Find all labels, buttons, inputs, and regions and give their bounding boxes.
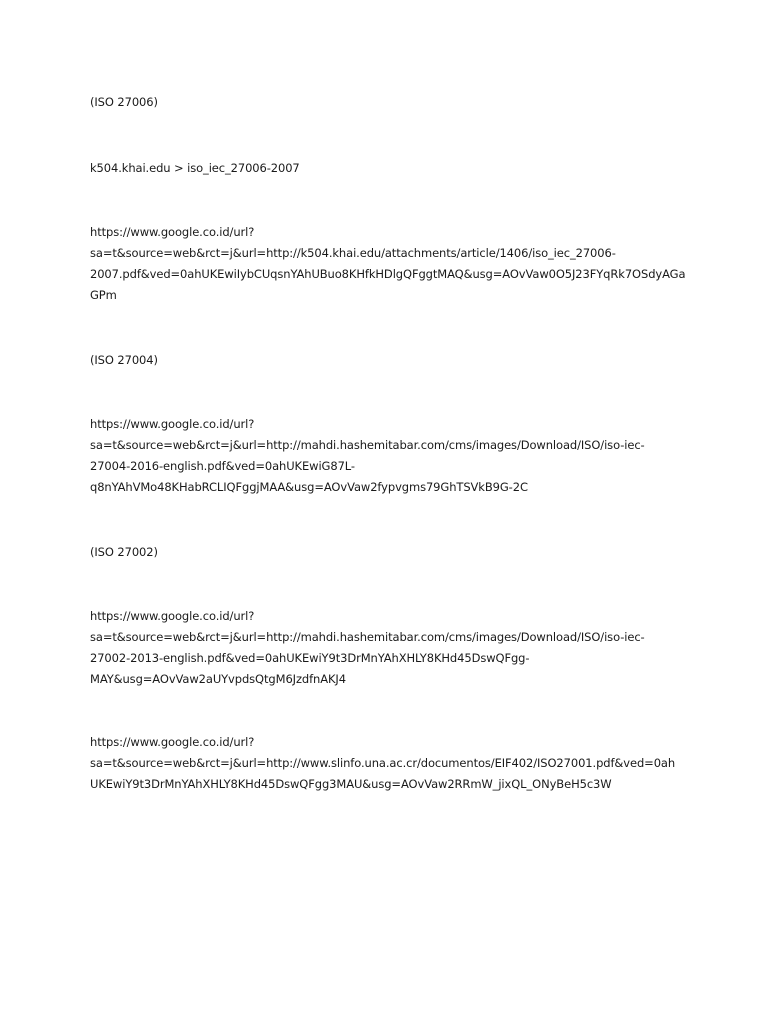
link-27004-line-3: 27004-2016-english.pdf&ved=0ahUKEwiG87L- [90, 459, 355, 473]
source-line-iso-27006: k504.khai.edu > iso_iec_27006-2007 [90, 161, 300, 175]
heading-iso-27002: (ISO 27002) [90, 545, 158, 559]
link-27004-line-4: q8nYAhVMo48KHabRCLIQFggjMAA&usg=AOvVaw2fypvgms79GhTSVkB9G-2C [90, 480, 528, 494]
heading-iso-27006: (ISO 27006) [90, 95, 158, 109]
link-27006-line-3: 2007.pdf&ved=0ahUKEwiIybCUqsnYAhUBuo8KHfkHDlgQFggtMAQ&usg=AOvVaw0O5J23FYqRk7OSdyAGa [90, 267, 686, 281]
link-27004-line-2: sa=t&source=web&rct=j&url=http://mahdi.hashemitabar.com/cms/images/Download/ISO/iso-iec- [90, 438, 645, 452]
link-27001-line-1: https://www.google.co.id/url? [90, 735, 255, 749]
link-27002-line-2: sa=t&source=web&rct=j&url=http://mahdi.hashemitabar.com/cms/images/Download/ISO/iso-iec- [90, 630, 645, 644]
link-27004-line-1: https://www.google.co.id/url? [90, 417, 255, 431]
link-27002-line-3: 27002-2013-english.pdf&ved=0ahUKEwiY9t3DrMnYAhXHLY8KHd45DswQFgg- [90, 651, 530, 665]
link-27002-line-4: MAY&usg=AOvVaw2aUYvpdsQtgM6JzdfnAKJ4 [90, 672, 346, 686]
heading-iso-27004: (ISO 27004) [90, 353, 158, 367]
link-27002-line-1: https://www.google.co.id/url? [90, 609, 255, 623]
link-27006-line-2: sa=t&source=web&rct=j&url=http://k504.khai.edu/attachments/article/1406/iso_iec_27006- [90, 246, 616, 260]
link-27001-line-3: UKEwiY9t3DrMnYAhXHLY8KHd45DswQFgg3MAU&usg=AOvVaw2RRmW_jixQL_ONyBeH5c3W [90, 777, 612, 791]
link-27001-line-2: sa=t&source=web&rct=j&url=http://www.slinfo.una.ac.cr/documentos/EIF402/ISO27001.pdf&ved=0ah [90, 756, 676, 770]
link-27006-line-4: GPm [90, 288, 117, 302]
link-27006-line-1: https://www.google.co.id/url? [90, 225, 255, 239]
